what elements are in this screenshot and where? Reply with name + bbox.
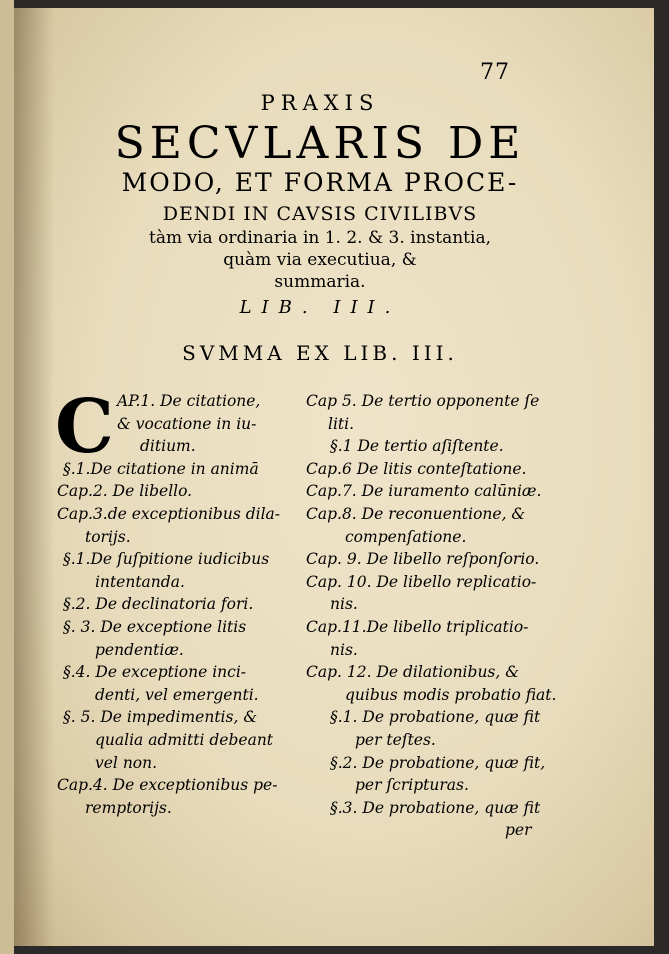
left-line: §. 3. De exceptione litis (63, 617, 247, 636)
right-line: compenſatione. (345, 527, 467, 546)
left-line: §.2. De declinatoria fori. (63, 595, 254, 614)
title-line-1: PRAXIS (260, 91, 380, 115)
right-line: per ſcripturas. (355, 776, 469, 795)
left-line: Cap.4. De exceptionibus pe- (57, 776, 278, 795)
right-line: Cap.11.De libello triplicatio- (306, 617, 529, 636)
title-line-3: MODO, ET FORMA PROCE- (121, 168, 519, 197)
right-line: Cap. 9. De libello reſponſorio. (306, 550, 540, 569)
right-line: §.2. De probatione, quæ fit, (330, 753, 546, 772)
left-line: AP.1. De citatione, (117, 392, 261, 410)
right-line: Cap.7. De iuramento calūniæ. (306, 482, 542, 501)
right-line: Cap.8. De reconuentione, & (306, 504, 526, 523)
right-line: §.1 De tertio aſiſtente. (330, 437, 504, 456)
right-line: Cap. 12. De dilationibus, & (306, 663, 520, 682)
title-line-5: tàm via ordinaria in 1. 2. & 3. instantia, (149, 228, 491, 248)
left-line: Cap.2. De libello. (57, 482, 193, 501)
right-line: §.1. De probatione, quæ fit (330, 708, 541, 727)
left-line: §.1.De ſuſpitione iudicibus (63, 550, 270, 569)
right-column (290, 390, 560, 842)
right-line: nis. (330, 640, 358, 659)
left-line: remptorijs. (85, 798, 172, 817)
title-line-6: quàm via executiua, & (223, 250, 417, 270)
right-line: quibus modis probatio fiat. (345, 685, 557, 704)
left-line: ditium. (140, 437, 196, 456)
left-line: §.4. De exceptione inci- (63, 663, 247, 682)
right-line: per teſtes. (355, 730, 436, 749)
right-line: per (505, 821, 532, 840)
title-line-7: summaria. (274, 272, 366, 292)
summary-heading: SVMMA EX LIB. III. (182, 341, 458, 365)
title-line-2: SECVLARIS DE (114, 118, 526, 169)
right-line: Cap. 10. De libello replicatio- (306, 572, 537, 591)
book-label: LIB. III. (239, 297, 401, 318)
left-line: qualia admitti debeant (95, 730, 274, 749)
left-line: §. 5. De impedimentis, & (63, 708, 258, 727)
left-line: intentanda. (95, 572, 185, 591)
left-line: §.1.De citatione in animā (63, 459, 259, 478)
left-line: denti, vel emergenti. (95, 685, 259, 704)
drop-capital: C (55, 384, 114, 470)
left-line: pendentiæ. (95, 640, 184, 659)
right-line: Cap.6 De litis conteſtatione. (306, 459, 527, 478)
left-line: & vocatione in iu- (117, 414, 257, 433)
left-column (45, 384, 295, 819)
page-number: 77 (480, 60, 510, 85)
left-line: torijs. (85, 527, 131, 546)
left-line: vel non. (95, 753, 158, 772)
title-line-4: DENDI IN CAVSIS CIVILIBVS (162, 203, 478, 225)
right-line: nis. (330, 595, 358, 614)
right-line: liti. (328, 414, 355, 433)
left-line: Cap.3.de exceptionibus dila- (57, 504, 281, 523)
right-line: Cap 5. De tertio opponente ſe (306, 392, 540, 410)
right-line: §.3. De probatione, quæ fit (330, 798, 541, 817)
